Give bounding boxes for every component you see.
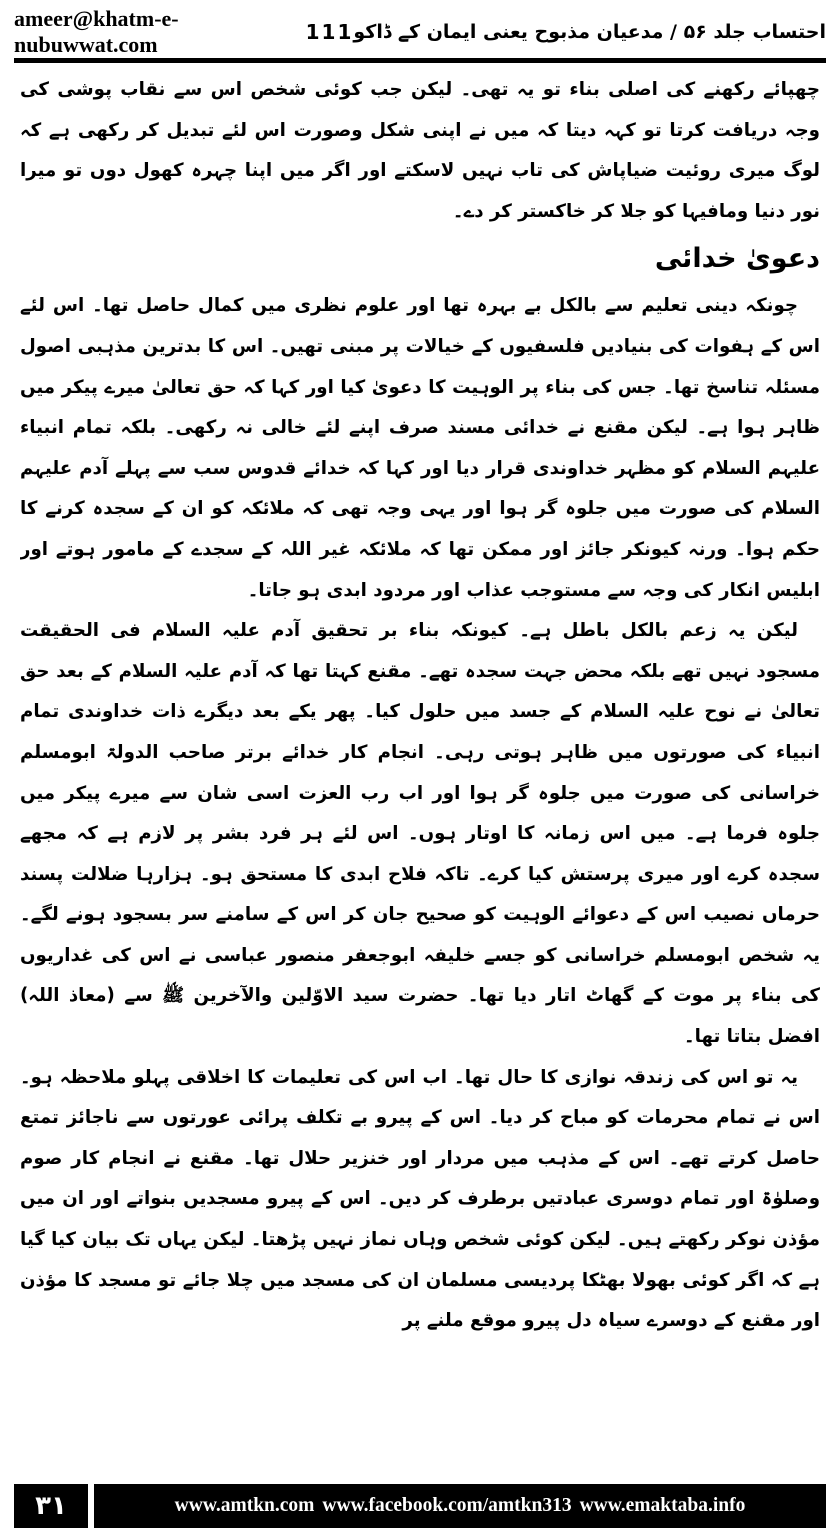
footer-link-amtkn[interactable]: www.amtkn.com [174, 1495, 315, 1516]
paragraph-4: یہ تو اس کی زندقہ نوازی کا حال تھا۔ اب اس کی تعلیمات کا اخلاقی پہلو ملاحظہ ہو۔ اس نے تمام محرمات کو مباح کر دیا۔ اس کے پیرو بے تکلف پرائی عورتوں سے ناجائز تمتع حاصل کرتے تھے۔ اس کے مذہب میں مردار اور خنزیر حلال تھا۔ مقنع نے انجام کار صوم وصلوٰۃ اور تمام دوسری عبادتیں برطرف کر دیں۔ اس کے پیرو مسجدیں بنواتے اور ان میں مؤذن نوکر رکھتے ہیں۔ لیکن کوئی شخص وہاں نماز نہیں پڑھتا۔ لیکن یہاں تک بیان کیا گیا ہے کہ اگر کوئی بھولا بھٹکا پردیسی مسلمان ان کی مسجد میں چلا جائے تو مسجد کا مؤذن اور مقنع کے دوسرے سیاہ دل پیرو موقع ملنے پر [20, 1066, 820, 1332]
running-head: احتساب جلد ۵۶ / مدعیان مذبوح یعنی ایمان کے ڈاکو [353, 21, 826, 43]
footer-links [94, 1484, 826, 1528]
header-email: ameer@khatm-e-nubuwwat.com [14, 6, 179, 57]
section-heading: دعویٰ خدائی [654, 243, 820, 275]
page-footer [14, 1484, 826, 1528]
paragraph-1: چھپائے رکھنے کی اصلی بناء تو یہ تھی۔ لیکن جب کوئی شخص اس سے نقاب پوشی کی وجہ دریافت کرتا تو کہہ دیتا کہ میں نے اپنی شکل وصورت اس لئے تبدیل کر رکھی ہے کہ لوگ میری روئیت ضیاپاش کی تاب نہیں لاسکتے اور اگر میں اپنا چہرہ کھول دوں تو میرا نور دنیا ومافیہا کو جلا کر خاکستر کر دے۔ [20, 79, 820, 222]
page-body [20, 70, 820, 1470]
paragraph-2: چونکہ دینی تعلیم سے بالکل بے بہرہ تھا اور علوم نظری میں کمال حاصل تھا۔ اس لئے اس کے ہفوات کی بنیادیں فلسفیوں کے خیالات پر مبنی تھیں۔ اس کا بدترین مذہبی اصول مسئلہ تناسخ تھا۔ جس کی بناء پر الوہیت کا دعویٰ کیا اور کہا کہ حق تعالیٰ میرے پیکر میں ظاہر ہوا ہے۔ لیکن مقنع نے خدائی مسند صرف اپنے لئے خالی نہ رکھی۔ بلکہ تمام انبیاء علیہم السلام کو مظہر خداوندی قرار دیا اور کہا کہ خدائے قدوس سب سے پہلے آدم علیہم السلام کی صورت میں جلوہ گر ہوا اور یہی وجہ تھی کہ ملائکہ کو ان کے سجدہ کرنے کا حکم ہوا۔ ورنہ کیونکر جائز اور ممکن تھا کہ ملائکہ غیر اللہ کے سجدے کے مامور ہوتے اور ابلیس انکار کی وجہ سے مستوجب عذاب اور مردود ابدی ہو جاتا۔ [20, 295, 820, 601]
header-page-mark: 111 [305, 20, 354, 44]
footer-link-emaktaba[interactable]: www.emaktaba.info [579, 1495, 746, 1516]
page-number: ۳۱ [14, 1484, 88, 1528]
footer-link-facebook[interactable]: www.facebook.com/amtkn313 [322, 1495, 572, 1516]
header-rule [14, 58, 826, 63]
page-header [14, 8, 826, 56]
paragraph-3: لیکن یہ زعم بالکل باطل ہے۔ کیونکہ بناء بر تحقیق آدم علیہ السلام فی الحقیقت مسجود نہیں تھے بلکہ محض جہت سجدہ تھے۔ مقنع کہتا تھا کہ آدم علیہ السلام کے بعد حق تعالیٰ نے نوح علیہ السلام کے جسد میں حلول کیا۔ پھر یکے بعد دیگرے ذات خداوندی تمام انبیاء کی صورتوں میں ظاہر ہوتی رہی۔ انجام کار خدائے برتر صاحب الدولۃ ابومسلم خراسانی کی صورت میں جلوہ گر ہوا اور اب رب العزت اسی شان سے میرے پیکر میں جلوہ فرما ہے۔ میں اس زمانہ کا اوتار ہوں۔ اس لئے ہر فرد بشر پر لازم ہے کہ مجھے سجدہ کرے اور میری پرستش کیا کرے۔ تاکہ فلاح ابدی کا مستحق ہو۔ ہزارہا ضلالت پسند حرماں نصیب اس کے دعوائے الوہیت کو صحیح جان کر اس کے سامنے سر بسجود ہونے لگے۔ یہ شخص ابومسلم خراسانی کو جسے خلیفہ ابوجعفر منصور عباسی نے اس کی غداریوں کی بناء پر موت کے گھاٹ اتار دیا تھا۔ حضرت سید الاوّلین والآخرین ﷺ سے (معاذ اللہ) افضل بتاتا تھا۔ [20, 620, 820, 1048]
